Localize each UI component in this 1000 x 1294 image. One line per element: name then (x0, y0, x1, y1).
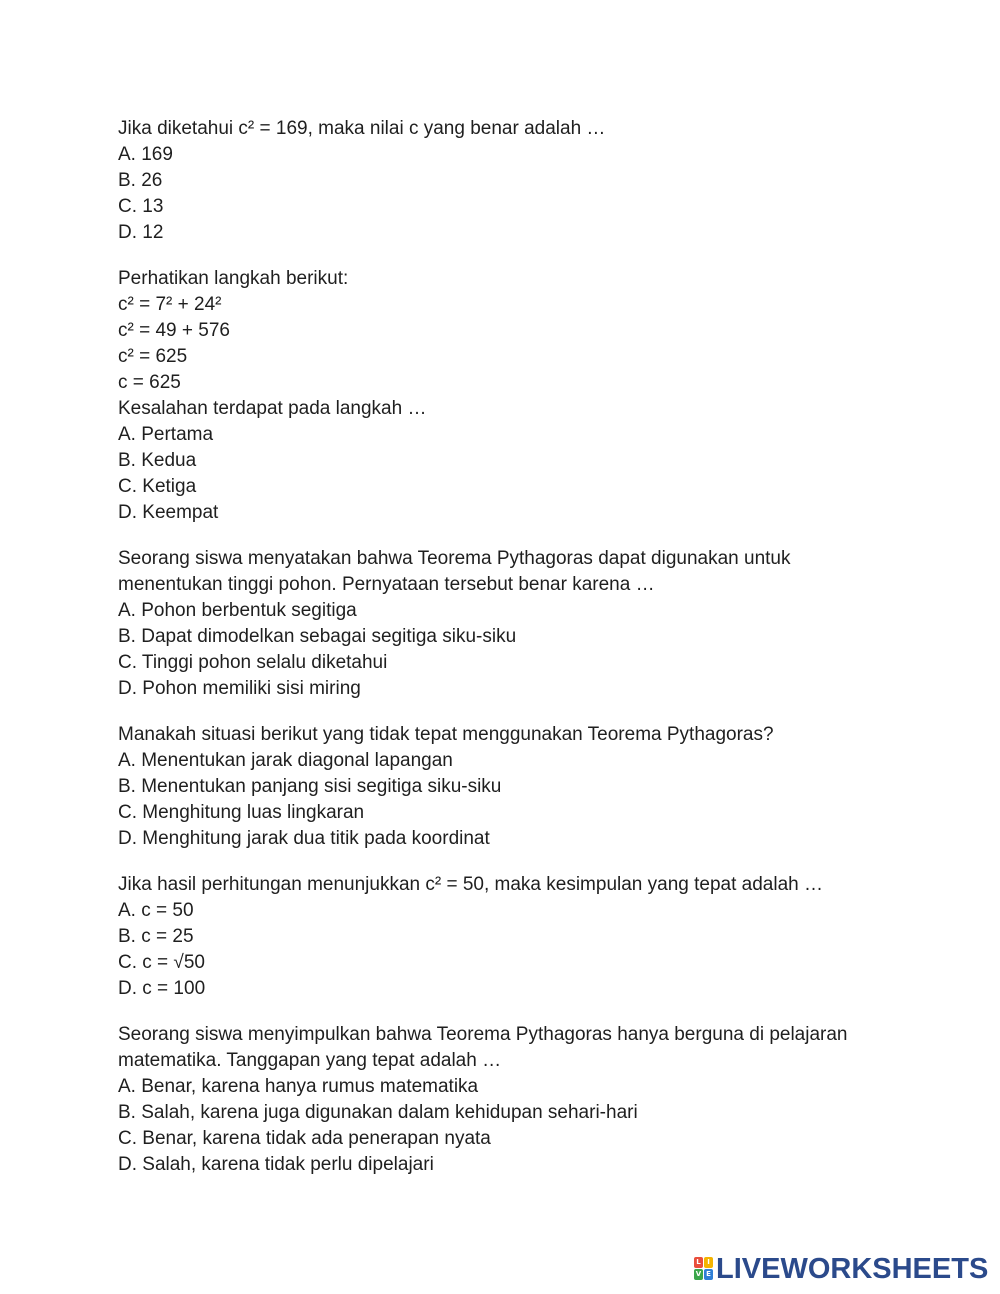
logo-letter-e: E (704, 1269, 713, 1280)
question-2-option-a: A. Pertama (118, 424, 214, 445)
question-3 (118, 546, 898, 702)
question-3-option-b: B. Dapat dimodelkan sebagai segitiga siku-siku (118, 626, 517, 647)
question-4 (118, 722, 898, 852)
question-6-option-d: D. Salah, karena tidak perlu dipelajari (118, 1154, 434, 1175)
question-3-option-c: C. Tinggi pohon selalu diketahui (118, 652, 388, 673)
question-5 (118, 872, 898, 1002)
liveworksheets-logo-icon (694, 1257, 714, 1281)
question-2-step-3: c² = 625 (118, 346, 188, 367)
question-2-question: Kesalahan terdapat pada langkah … (118, 398, 427, 419)
question-5-option-d: D. c = 100 (118, 978, 206, 999)
question-2 (118, 266, 898, 526)
question-2-step-4: c = 625 (118, 372, 181, 393)
question-6 (118, 1022, 898, 1178)
question-1-option-b: B. 26 (118, 170, 163, 191)
liveworksheets-logo (694, 1254, 988, 1284)
question-1-option-d: D. 12 (118, 222, 164, 243)
question-3-prompt-line-1: Seorang siswa menyatakan bahwa Teorema Pythagoras dapat digunakan untuk (118, 548, 791, 569)
question-2-step-2: c² = 49 + 576 (118, 320, 230, 341)
question-5-prompt: Jika hasil perhitungan menunjukkan c² = 50, maka kesimpulan yang tepat adalah … (118, 874, 824, 895)
question-2-option-d: D. Keempat (118, 502, 219, 523)
logo-letter-i: I (704, 1257, 713, 1268)
question-5-option-c: C. c = √50 (118, 952, 205, 973)
question-6-option-a: A. Benar, karena hanya rumus matematika (118, 1076, 479, 1097)
question-1 (118, 116, 898, 246)
question-5-option-b: B. c = 25 (118, 926, 194, 947)
question-1-option-c: C. 13 (118, 196, 164, 217)
question-2-prompt: Perhatikan langkah berikut: (118, 268, 349, 289)
question-2-step-1: c² = 7² + 24² (118, 294, 222, 315)
question-4-option-c: C. Menghitung luas lingkaran (118, 802, 365, 823)
question-4-option-b: B. Menentukan panjang sisi segitiga siku-siku (118, 776, 502, 797)
question-6-prompt-line-2: matematika. Tanggapan yang tepat adalah … (118, 1050, 502, 1071)
logo-letter-l: L (694, 1257, 703, 1268)
question-1-option-a: A. 169 (118, 144, 173, 165)
question-3-prompt-line-2: menentukan tinggi pohon. Pernyataan tersebut benar karena … (118, 574, 655, 595)
question-4-option-d: D. Menghitung jarak dua titik pada koordinat (118, 828, 490, 849)
question-2-option-b: B. Kedua (118, 450, 197, 471)
question-4-option-a: A. Menentukan jarak diagonal lapangan (118, 750, 453, 771)
worksheet-page (118, 116, 898, 1198)
question-6-option-b: B. Salah, karena juga digunakan dalam kehidupan sehari-hari (118, 1102, 638, 1123)
liveworksheets-logo-text: LIVEWORKSHEETS (716, 1252, 989, 1285)
question-5-option-a: A. c = 50 (118, 900, 194, 921)
question-3-option-a: A. Pohon berbentuk segitiga (118, 600, 357, 621)
question-6-prompt-line-1: Seorang siswa menyimpulkan bahwa Teorema Pythagoras hanya berguna di pelajaran (118, 1024, 848, 1045)
question-1-prompt: Jika diketahui c² = 169, maka nilai c yang benar adalah … (118, 118, 606, 139)
logo-letter-v: V (695, 1270, 702, 1278)
question-4-prompt: Manakah situasi berikut yang tidak tepat menggunakan Teorema Pythagoras? (118, 724, 774, 745)
question-6-option-c: C. Benar, karena tidak ada penerapan nyata (118, 1128, 491, 1149)
question-2-option-c: C. Ketiga (118, 476, 197, 497)
question-3-option-d: D. Pohon memiliki sisi miring (118, 678, 361, 699)
